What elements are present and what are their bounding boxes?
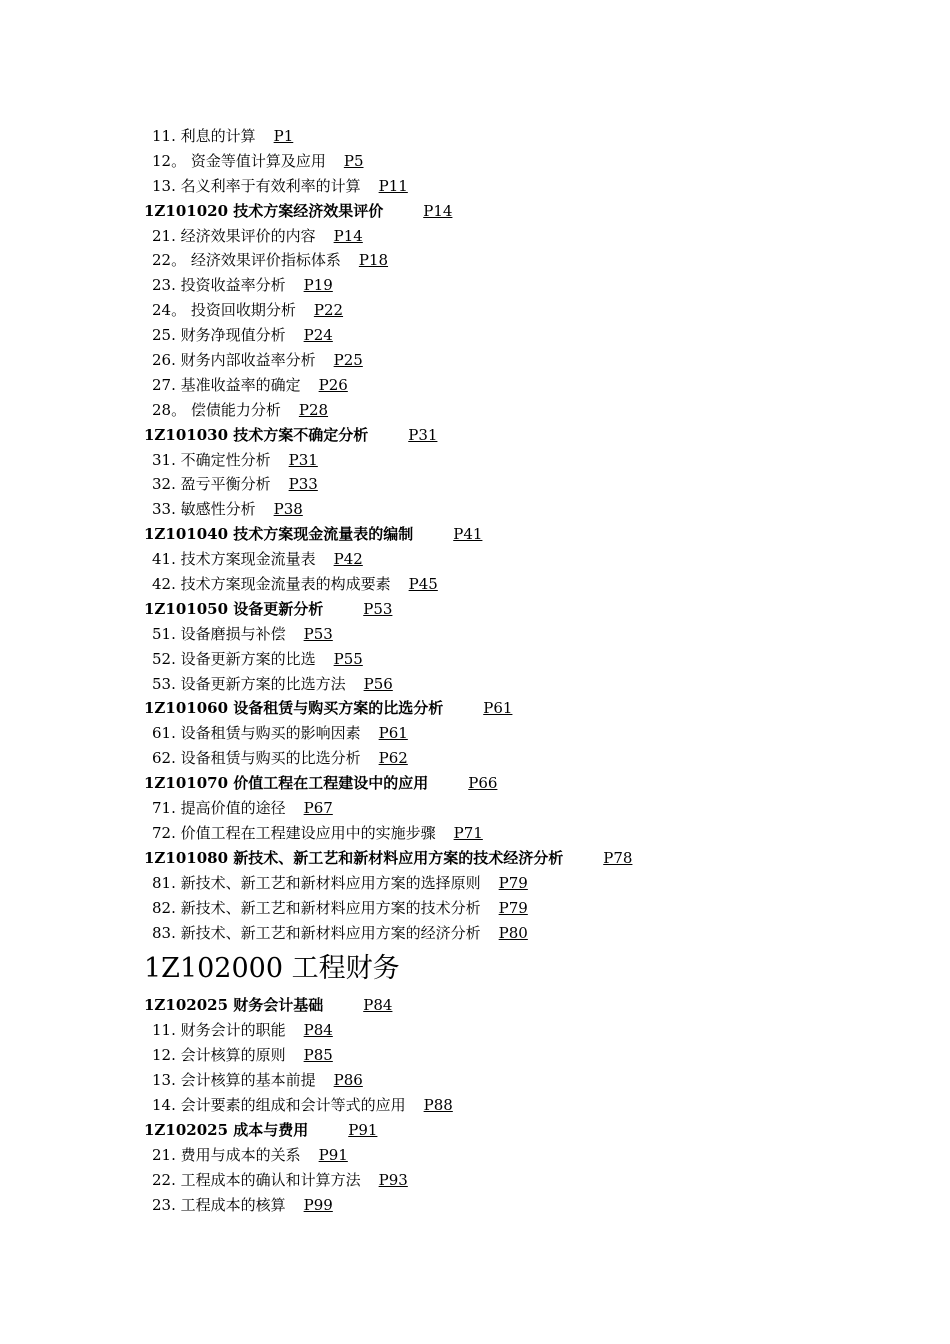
page-link[interactable]: P91 — [348, 1120, 378, 1139]
entry-title: 42. 技术方案现金流量表的构成要素 — [152, 575, 391, 594]
page-link[interactable]: P25 — [333, 351, 363, 370]
toc-entry — [0, 373, 950, 398]
toc-entry — [0, 672, 950, 697]
page-link[interactable]: P71 — [453, 823, 483, 842]
page-link[interactable]: P88 — [423, 1095, 453, 1114]
page-link[interactable]: P79 — [498, 873, 528, 892]
entry-title: 28。 偿债能力分析 — [152, 400, 281, 419]
page-link[interactable]: P41 — [453, 525, 483, 544]
page-link[interactable]: P14 — [333, 226, 363, 245]
page-link[interactable]: P38 — [273, 500, 303, 519]
page-link[interactable]: P45 — [408, 575, 438, 594]
toc-entry — [0, 248, 950, 273]
section-title: 1Z101020 技术方案经济效果评价 — [144, 201, 384, 220]
page-link[interactable]: P61 — [483, 699, 513, 718]
entry-title: 71. 提高价值的途径 — [152, 799, 286, 818]
entry-title: 22。 经济效果评价指标体系 — [152, 251, 341, 270]
entry-title: 13. 名义利率于有效利率的计算 — [152, 176, 361, 195]
page-link[interactable]: P84 — [363, 996, 393, 1015]
entry-title: 23. 工程成本的核算 — [152, 1195, 286, 1214]
toc-entry — [0, 472, 950, 497]
chapter-heading — [0, 945, 950, 993]
section-heading — [0, 696, 950, 721]
toc-entry — [0, 124, 950, 149]
section-heading — [0, 846, 950, 871]
toc-entry — [0, 1093, 950, 1118]
page-link[interactable]: P84 — [303, 1021, 333, 1040]
page-link[interactable]: P19 — [303, 276, 333, 295]
entry-title: 32. 盈亏平衡分析 — [152, 475, 271, 494]
page-link[interactable]: P93 — [378, 1170, 408, 1189]
toc-entry — [0, 871, 950, 896]
entry-title: 23. 投资收益率分析 — [152, 276, 286, 295]
entry-title: 21. 费用与成本的关系 — [152, 1145, 301, 1164]
entry-title: 33. 敏感性分析 — [152, 500, 256, 519]
toc-entry — [0, 224, 950, 249]
toc-entry — [0, 622, 950, 647]
entry-title: 24。 投资回收期分析 — [152, 301, 296, 320]
entry-title: 53. 设备更新方案的比选方法 — [152, 674, 346, 693]
entry-title: 82. 新技术、新工艺和新材料应用方案的技术分析 — [152, 898, 481, 917]
entry-title: 62. 设备租赁与购买的比选分析 — [152, 749, 361, 768]
page-link[interactable]: P33 — [288, 475, 318, 494]
toc-entry — [0, 1068, 950, 1093]
entry-title: 81. 新技术、新工艺和新材料应用方案的选择原则 — [152, 873, 481, 892]
section-title: 1Z101030 技术方案不确定分析 — [144, 425, 369, 444]
section-heading — [0, 771, 950, 796]
entry-title: 12. 会计核算的原则 — [152, 1046, 286, 1065]
section-title: 1Z102025 成本与费用 — [144, 1120, 309, 1139]
entry-title: 41. 技术方案现金流量表 — [152, 550, 316, 569]
toc-entry — [0, 1143, 950, 1168]
entry-title: 13. 会计核算的基本前提 — [152, 1071, 316, 1090]
section-heading — [0, 993, 950, 1018]
section-title: 1Z101070 价值工程在工程建设中的应用 — [144, 774, 429, 793]
page-link[interactable]: P78 — [603, 848, 633, 867]
toc-entry — [0, 448, 950, 473]
toc-entry — [0, 1043, 950, 1068]
toc-entry — [0, 896, 950, 921]
toc-entry — [0, 298, 950, 323]
entry-title: 26. 财务内部收益率分析 — [152, 351, 316, 370]
table-of-contents — [0, 124, 950, 1217]
page-link[interactable]: P56 — [363, 674, 393, 693]
section-heading — [0, 423, 950, 448]
entry-title: 83. 新技术、新工艺和新材料应用方案的经济分析 — [152, 923, 481, 942]
page-link[interactable]: P11 — [378, 176, 408, 195]
toc-entry — [0, 821, 950, 846]
entry-title: 21. 经济效果评价的内容 — [152, 226, 316, 245]
entry-title: 31. 不确定性分析 — [152, 450, 271, 469]
page-link[interactable]: P91 — [318, 1145, 348, 1164]
page-link[interactable]: P42 — [333, 550, 363, 569]
page-link[interactable]: P55 — [333, 649, 363, 668]
entry-title: 72. 价值工程在工程建设应用中的实施步骤 — [152, 823, 436, 842]
section-title: 1Z101050 设备更新分析 — [144, 599, 324, 618]
entry-title: 14. 会计要素的组成和会计等式的应用 — [152, 1095, 406, 1114]
section-title: 1Z101060 设备租赁与购买方案的比选分析 — [144, 699, 444, 718]
toc-entry — [0, 721, 950, 746]
section-heading — [0, 522, 950, 547]
page-link[interactable]: P79 — [498, 898, 528, 917]
page-link[interactable]: P31 — [408, 425, 438, 444]
page-link[interactable]: P80 — [498, 923, 528, 942]
section-title: 1Z101040 技术方案现金流量表的编制 — [144, 525, 414, 544]
page-link[interactable]: P22 — [313, 301, 344, 320]
toc-entry — [0, 398, 950, 423]
section-title: 1Z101080 新技术、新工艺和新材料应用方案的技术经济分析 — [144, 848, 564, 867]
toc-entry — [0, 348, 950, 373]
entry-title: 11. 财务会计的职能 — [152, 1021, 286, 1040]
entry-title: 61. 设备租赁与购买的影响因素 — [152, 724, 361, 743]
page-link[interactable]: P18 — [358, 251, 389, 270]
page-link[interactable]: P86 — [333, 1071, 363, 1090]
toc-entry — [0, 323, 950, 348]
page-link[interactable]: P28 — [298, 400, 329, 419]
page-link[interactable]: P24 — [303, 326, 333, 345]
entry-title: 25. 财务净现值分析 — [152, 326, 286, 345]
section-heading — [0, 199, 950, 224]
page-link[interactable]: P66 — [468, 774, 498, 793]
section-heading — [0, 1118, 950, 1143]
toc-entry — [0, 796, 950, 821]
toc-entry — [0, 1193, 950, 1218]
toc-entry — [0, 174, 950, 199]
toc-entry — [0, 1168, 950, 1193]
page-link[interactable]: P62 — [378, 749, 408, 768]
toc-entry — [0, 1018, 950, 1043]
toc-entry — [0, 273, 950, 298]
entry-title: 12。 资金等值计算及应用 — [152, 151, 326, 170]
toc-entry — [0, 647, 950, 672]
section-title: 1Z102025 财务会计基础 — [144, 996, 324, 1015]
page-link[interactable]: P5 — [343, 151, 364, 170]
page-link[interactable]: P14 — [423, 201, 453, 220]
entry-title: 22. 工程成本的确认和计算方法 — [152, 1170, 361, 1189]
entry-title: 51. 设备磨损与补偿 — [152, 624, 286, 643]
entry-title: 27. 基准收益率的确定 — [152, 375, 301, 394]
page-link[interactable]: P85 — [303, 1046, 333, 1065]
entry-title: 52. 设备更新方案的比选 — [152, 649, 316, 668]
page-link[interactable]: P67 — [303, 799, 333, 818]
page-link[interactable]: P61 — [378, 724, 408, 743]
toc-entry — [0, 547, 950, 572]
toc-entry — [0, 746, 950, 771]
toc-entry — [0, 497, 950, 522]
entry-title: 11. 利息的计算 — [152, 127, 256, 145]
page-link[interactable]: P53 — [363, 599, 393, 618]
page-link[interactable]: P53 — [303, 624, 333, 643]
toc-entry — [0, 921, 950, 946]
chapter-title: 1Z102000 工程财务 — [144, 953, 400, 985]
toc-entry — [0, 149, 950, 174]
section-heading — [0, 597, 950, 622]
page-link[interactable]: P99 — [303, 1195, 333, 1214]
page-link[interactable]: P26 — [318, 375, 348, 394]
page-link[interactable]: P31 — [288, 450, 318, 469]
page-link[interactable]: P1 — [273, 127, 294, 145]
toc-entry — [0, 572, 950, 597]
